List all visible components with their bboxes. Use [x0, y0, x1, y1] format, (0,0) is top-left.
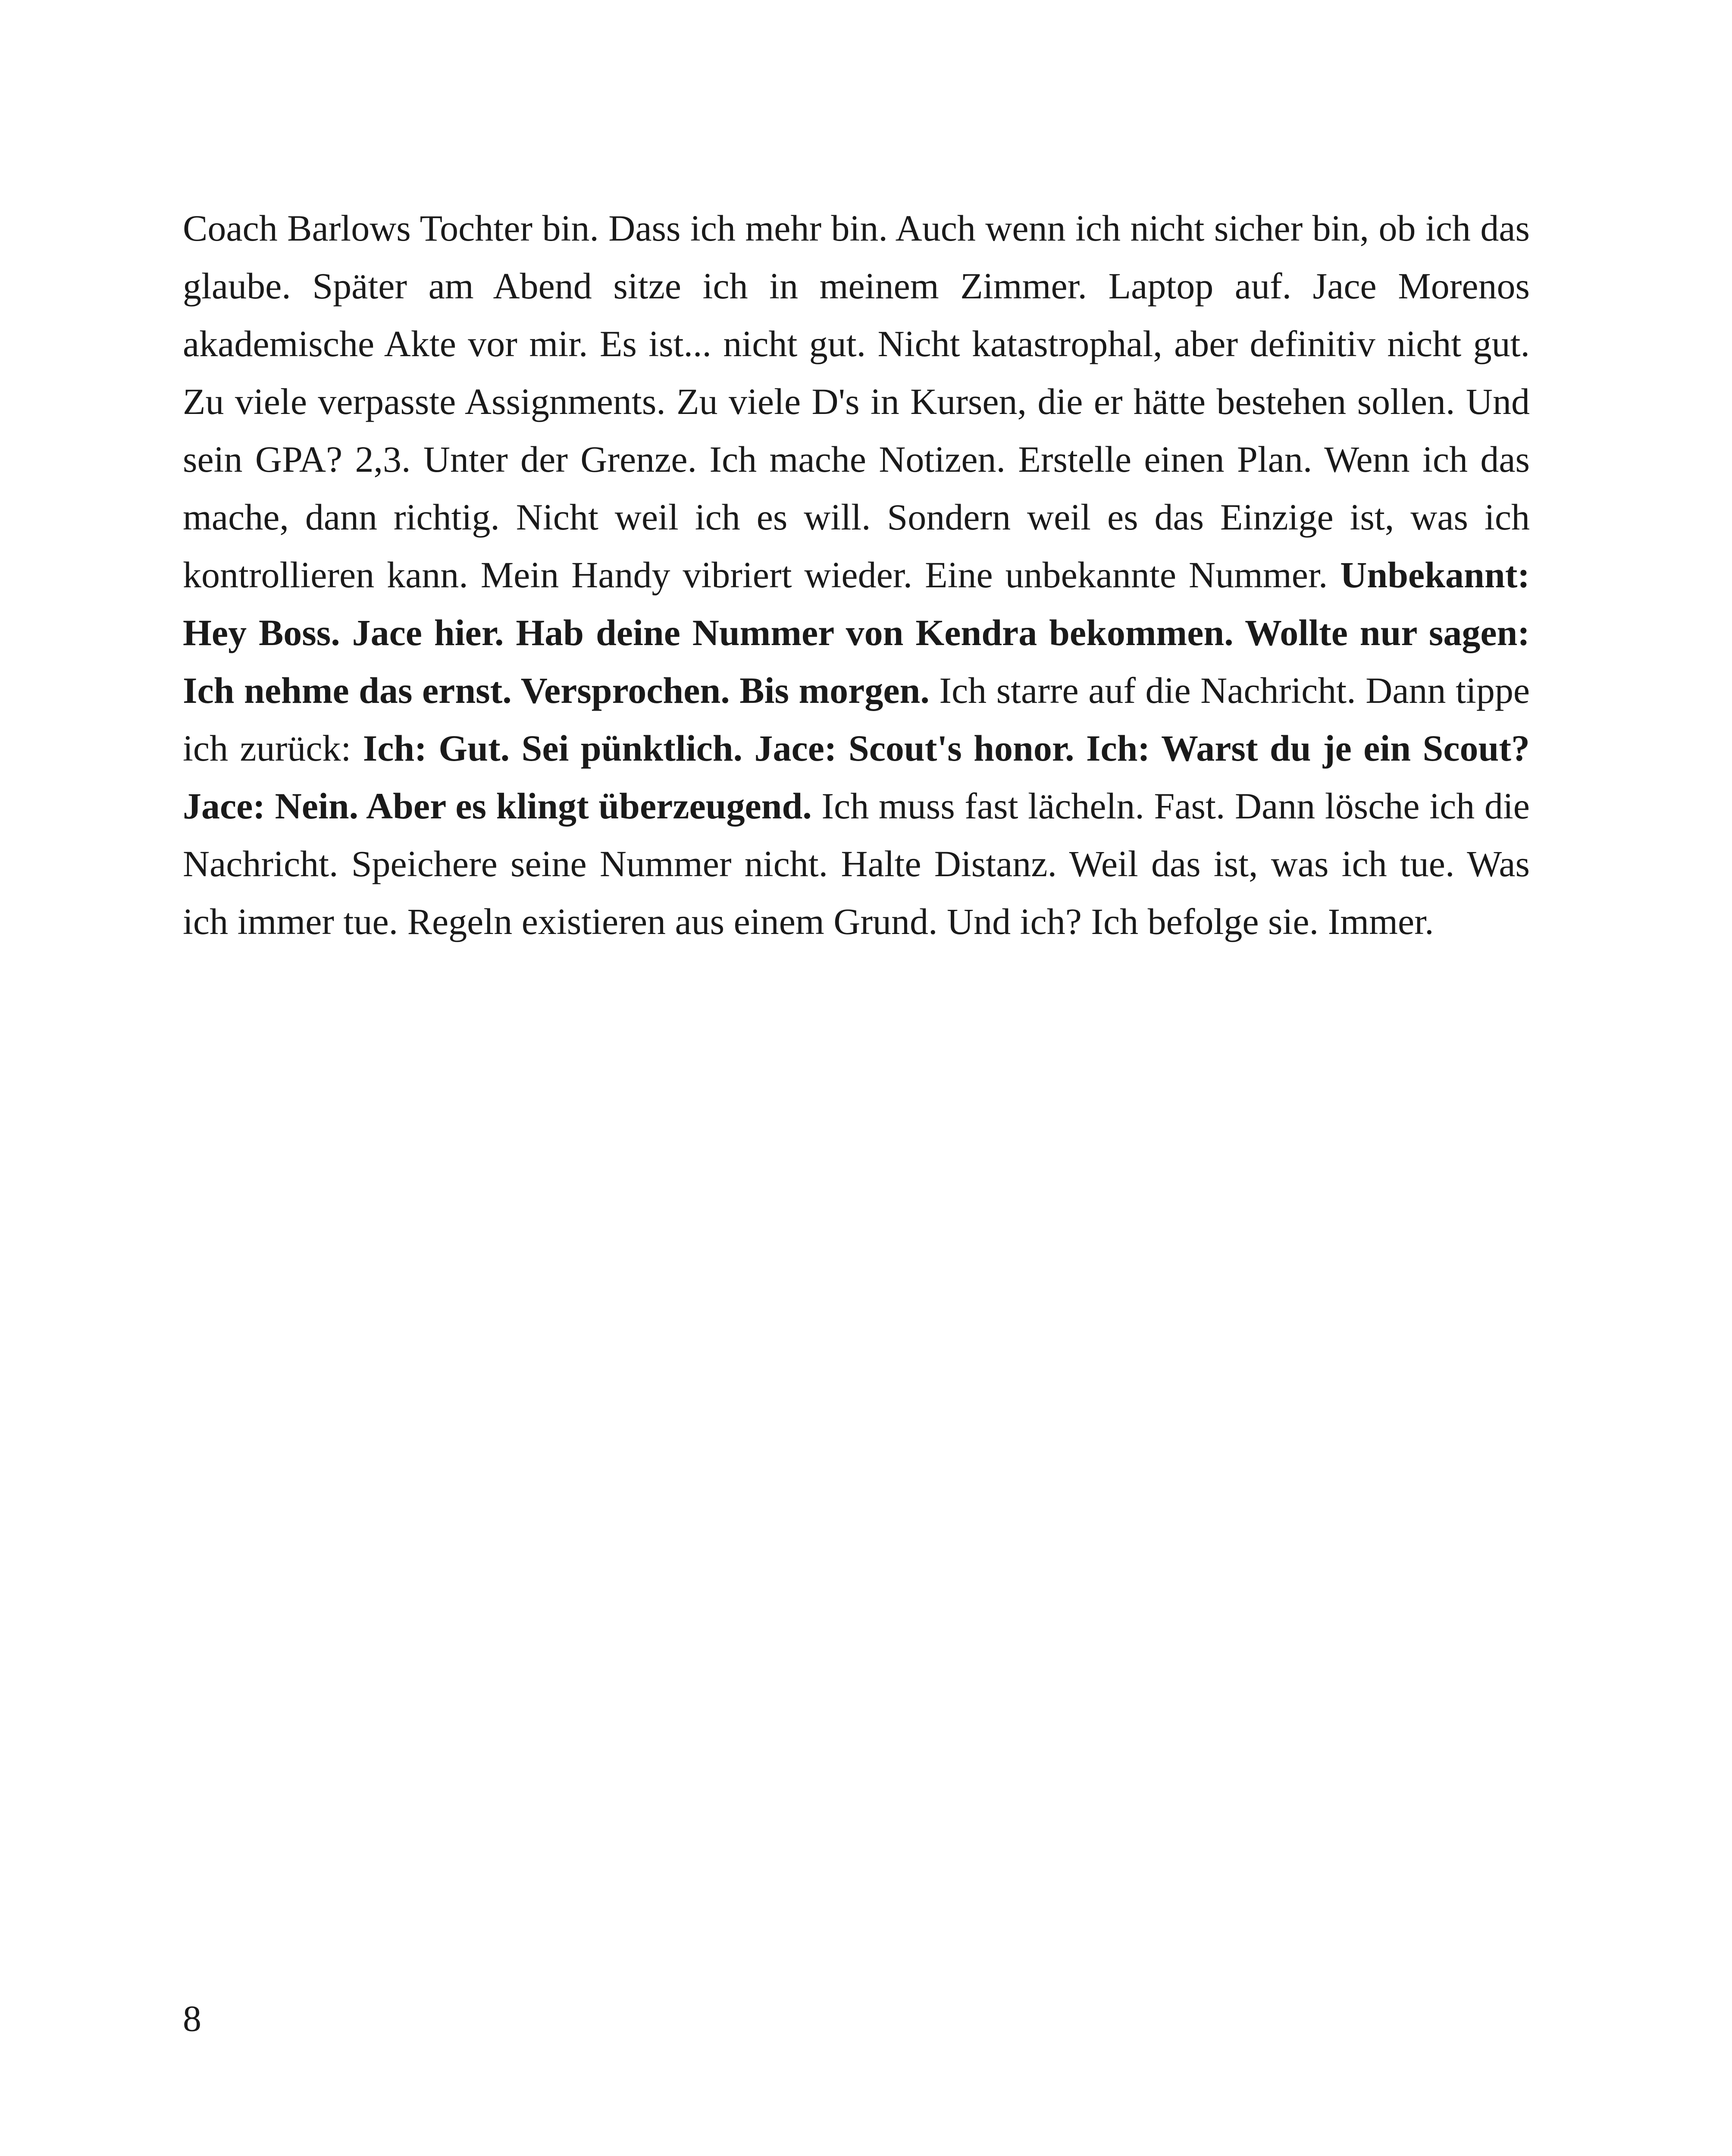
bold-message-text: Ich: Gut. Sei pünktlich. Jace: Scout's honor. Ich: Warst du je ein Scout? Jace: Nein. Aber es klingt überzeugend.: [183, 727, 1530, 827]
bold-message-text: Unbekannt: Hey Boss. Jace hier. Hab deine Nummer von Kendra bekommen. Wollte nur sagen: Ich nehme das ernst. Versprochen. Bis morgen.: [183, 554, 1530, 711]
paragraph-text: Coach Barlows Tochter bin. Dass ich mehr bin. Auch wenn ich nicht sicher bin, ob ich das glaube. Später am Abend sitze ich in meinem Zimmer. Laptop auf. Jace Morenos akademische Akte vor mir. Es ist... nicht gut. Nicht katastrophal, aber definitiv nicht gut. Zu viele verpasste Assignments. Zu viele D's in Kursen, die er hätte bestehen sollen. Und sein GPA? 2,3. Unter der Grenze. Ich mache Notizen. Erstelle einen Plan. Wenn ich das mache, dann richtig. Nicht weil ich es will. Sondern weil es das Einzige ist, was ich kontrollieren kann. Mein Handy vibriert wieder. Eine unbekannte Nummer.: [183, 207, 1530, 595]
page-number: 8: [183, 1998, 201, 2039]
paragraph-text: Ich starre auf die Nachricht. Dann tippe ich zurück:: [183, 670, 1530, 769]
paragraph-text: Ich muss fast lächeln. Fast. Dann lösche ich die Nachricht. Speichere seine Nummer nicht. Halte Distanz. Weil das ist, was ich tue. Was ich immer tue. Regeln existieren aus einem Grund. Und ich? Ich befolge sie. Immer.: [183, 785, 1530, 942]
body-paragraph: [183, 199, 1530, 950]
